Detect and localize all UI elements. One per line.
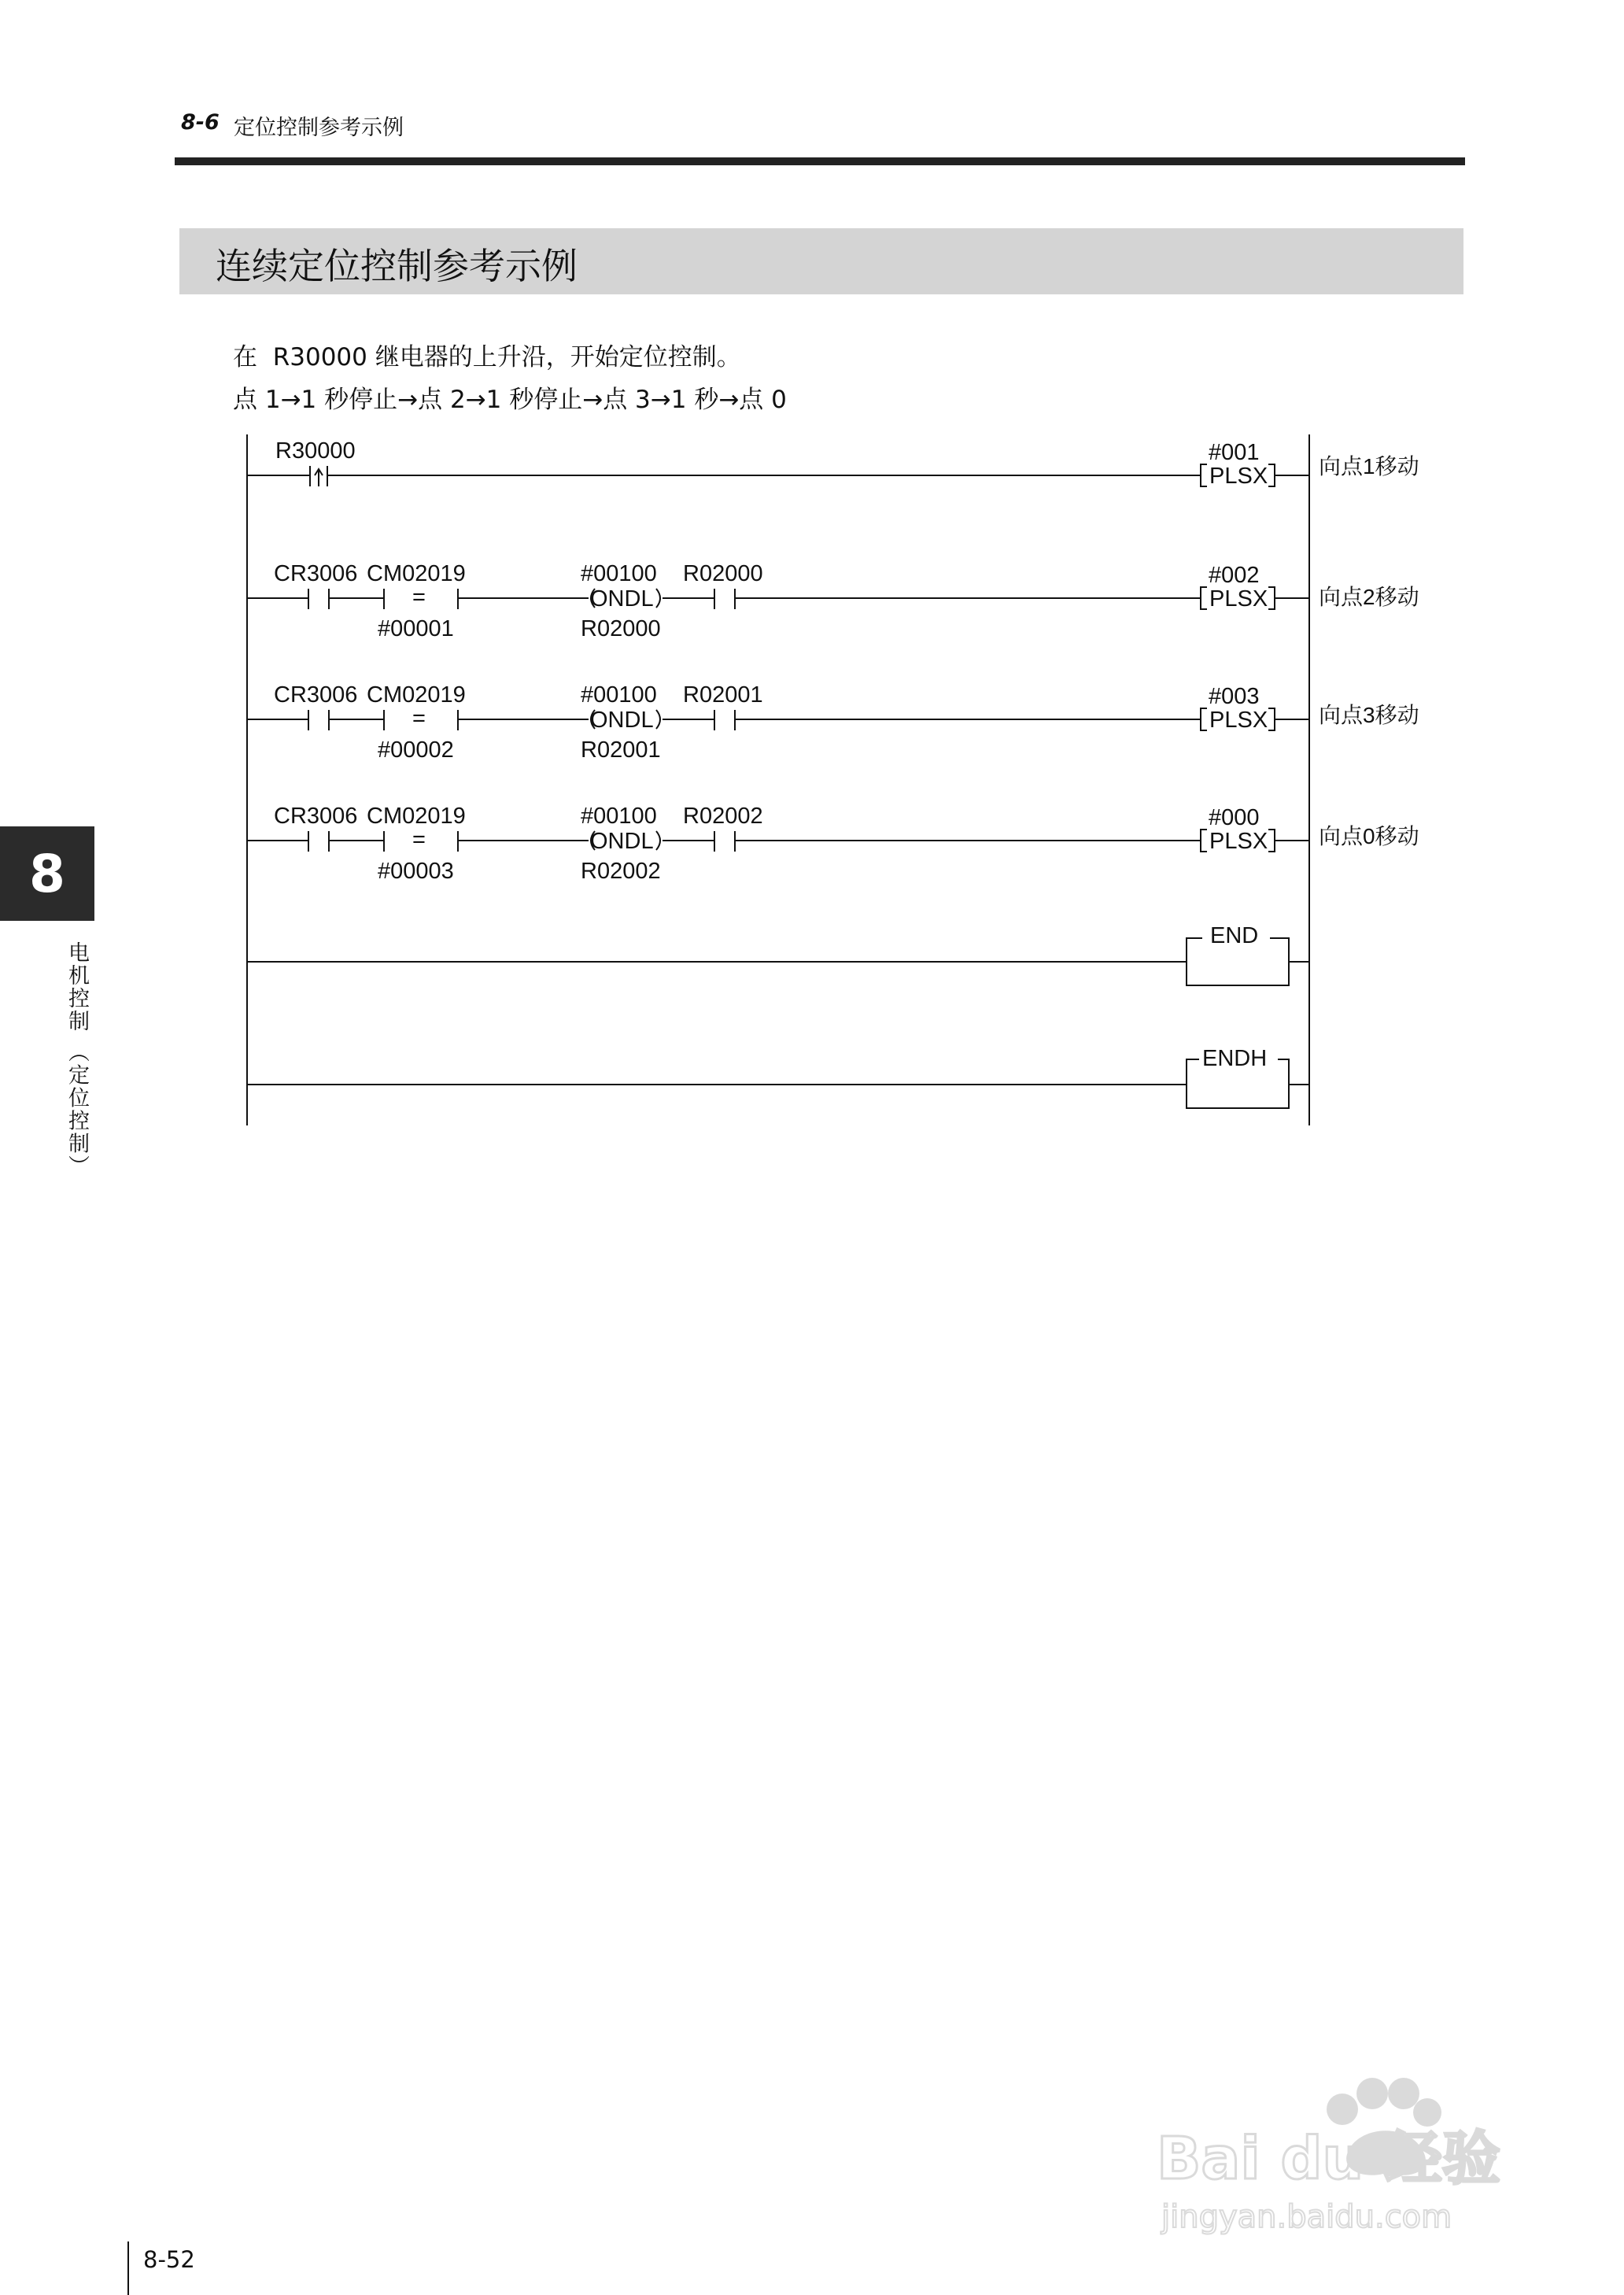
chapter-tab: 8 bbox=[0, 826, 94, 921]
rung2-operand-out: #002 bbox=[1209, 563, 1260, 588]
rung3-timer-label: ONDL bbox=[590, 708, 654, 733]
rung2-c2: CM02019 bbox=[367, 561, 466, 586]
header-section-title: 定位控制参考示例 bbox=[234, 116, 404, 140]
section-title: 连续定位控制参考示例 bbox=[216, 245, 578, 287]
rung1-contact-label: R30000 bbox=[275, 438, 356, 464]
watermark-url: jingyan.baidu.com bbox=[1161, 2199, 1452, 2235]
rung3-operand: #00002 bbox=[378, 737, 454, 763]
rung4-timer-bottom: R02002 bbox=[581, 859, 661, 884]
rung4-timer-top: #00100 bbox=[581, 804, 657, 829]
rung4-comment: 向点0移动 bbox=[1319, 824, 1419, 848]
rung3-c1: CR3006 bbox=[274, 682, 358, 708]
rung2-timer-label: ONDL bbox=[590, 586, 654, 612]
rung2-c3: R02000 bbox=[683, 561, 763, 586]
chapter-side-text: 电机控制 （定位控制） bbox=[65, 941, 89, 1178]
rung-3 bbox=[247, 708, 1309, 730]
baidu-watermark bbox=[1155, 2062, 1541, 2243]
rung3-eq: = bbox=[412, 706, 426, 731]
watermark-brand: Bai du 经验 bbox=[1157, 2125, 1500, 2193]
rung2-operand: #00001 bbox=[378, 616, 454, 641]
rung1-operand: #001 bbox=[1209, 440, 1260, 465]
rung4-operand-out: #000 bbox=[1209, 805, 1260, 830]
rung3-timer-top: #00100 bbox=[581, 682, 657, 708]
rung2-c1: CR3006 bbox=[274, 561, 358, 586]
rung4-timer-label: ONDL bbox=[590, 829, 654, 854]
intro-line-1: 在 R30000 继电器的上升沿，开始定位控制。 bbox=[233, 343, 741, 371]
header-section-number: 8-6 bbox=[181, 110, 220, 135]
rung1-comment: 向点1移动 bbox=[1319, 454, 1419, 479]
endh-label: ENDH bbox=[1202, 1046, 1268, 1071]
end-label: END bbox=[1210, 923, 1259, 948]
rung4-eq: = bbox=[412, 827, 426, 852]
footer-rule bbox=[127, 2241, 129, 2295]
rung3-comment: 向点3移动 bbox=[1319, 703, 1419, 727]
rung2-instr: PLSX bbox=[1209, 586, 1268, 612]
rung2-eq: = bbox=[412, 585, 426, 610]
rung1-instr: PLSX bbox=[1209, 464, 1268, 489]
rung2-comment: 向点2移动 bbox=[1319, 585, 1419, 609]
rung3-c2: CM02019 bbox=[367, 682, 466, 708]
intro-line-2: 点 1→1 秒停止→点 2→1 秒停止→点 3→1 秒→点 0 bbox=[233, 386, 787, 414]
endh-rung bbox=[247, 1059, 1309, 1108]
rung2-timer-bottom: R02000 bbox=[581, 616, 661, 641]
rung3-timer-bottom: R02001 bbox=[581, 737, 661, 763]
rung2-timer-top: #00100 bbox=[581, 561, 657, 586]
rung3-c3: R02001 bbox=[683, 682, 763, 708]
rung3-operand-out: #003 bbox=[1209, 684, 1260, 709]
end-rung bbox=[247, 938, 1309, 985]
rung4-c1: CR3006 bbox=[274, 804, 358, 829]
page-number: 8-52 bbox=[143, 2246, 195, 2273]
rung-1 bbox=[247, 464, 1309, 486]
rung4-operand: #00003 bbox=[378, 859, 454, 884]
rung-4 bbox=[247, 830, 1309, 852]
rung-2 bbox=[247, 587, 1309, 609]
ladder-diagram bbox=[0, 0, 1624, 1141]
rung4-c3: R02002 bbox=[683, 804, 763, 829]
rung4-instr: PLSX bbox=[1209, 829, 1268, 854]
rung3-instr: PLSX bbox=[1209, 708, 1268, 733]
rung4-c2: CM02019 bbox=[367, 804, 466, 829]
